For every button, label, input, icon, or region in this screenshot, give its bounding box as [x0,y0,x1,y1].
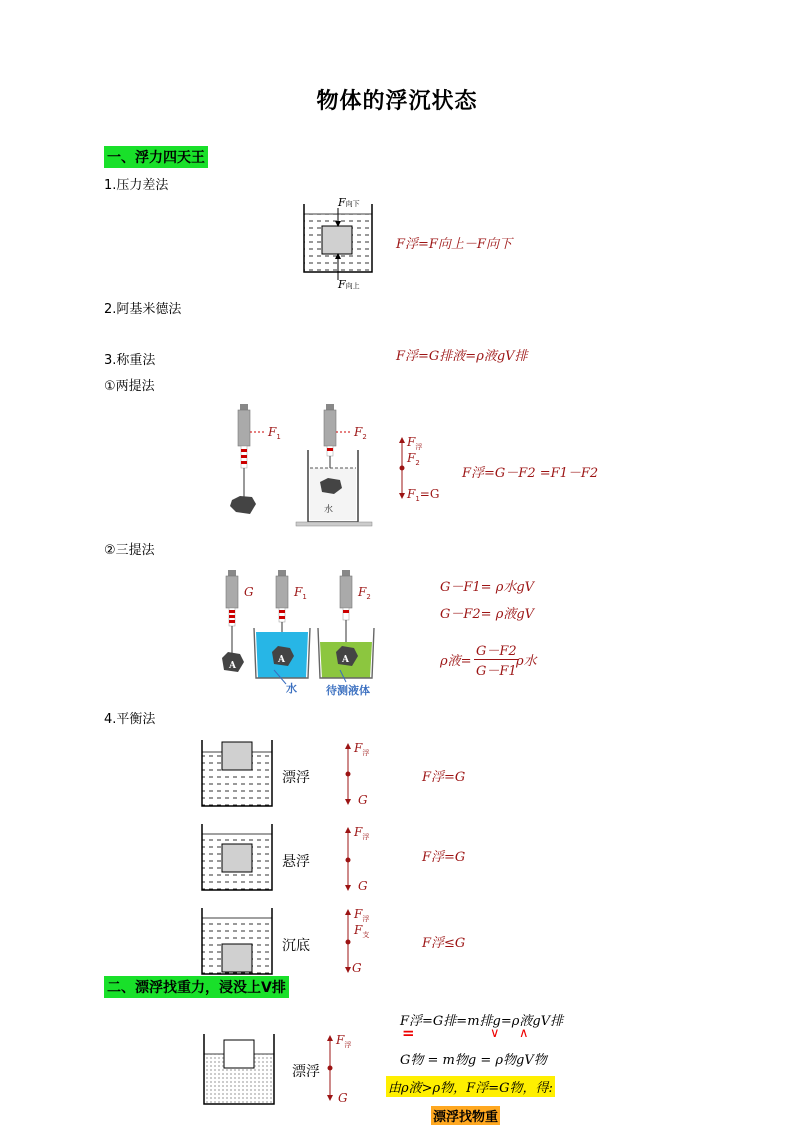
svg-text:F浮: $F_浮$ [336,1033,352,1049]
svg-text:F支: $F_支$ [354,923,370,939]
svg-text:F浮: $F_浮$ [407,435,423,451]
section2-line3: 由ρ液>ρ物，F浮=G物，得: [386,1076,555,1097]
section2-eq-mark: = [402,1024,415,1042]
section-heading-1: 一、浮力四天王 [104,146,208,168]
method-balance: 4.平衡法 [104,712,156,727]
svg-text:F1: $F_1$ [294,585,307,601]
svg-text:G: G [338,1091,348,1105]
svg-text:A: A [342,655,349,665]
water-label: 水 [324,505,334,515]
state-sink: 沉底 [282,938,310,954]
test-liquid-label: 待测液体 [326,684,370,697]
state-suspend: 悬浮 [282,854,310,870]
force-diagram-suspend [340,824,390,892]
page-title: 物体的浮沉状态 [316,89,478,114]
f2-label: $F_2$ [354,425,367,441]
section2-state-float: 漂浮 [292,1064,320,1080]
section2-line4: 漂浮找物重 [431,1106,500,1125]
section2-relation-1: ∨ [490,1026,500,1041]
section2-relation-2: ∧ [519,1026,529,1041]
section-heading-2: 二、漂浮找重力，浸没上V排 [104,976,289,998]
pressure-difference-diagram [300,196,390,292]
water-blue-label: 水 [286,682,297,695]
formula-archimedes: F浮=G排液=ρ液gV排 [396,349,528,364]
force-diagram-sink [340,906,390,974]
method-weighing: 3.称重法 [104,353,156,368]
formula-sink: F浮≤G [422,936,466,951]
section2-line1: F浮=G排=m排g=ρ液gV排 [400,1014,564,1029]
force-diagram-float [340,740,390,808]
method-three-lift: ②三提法 [104,543,155,558]
section2-float-diagram [202,1032,282,1108]
svg-text:G: G [352,961,362,975]
svg-text:F1=G: $F_1=G$ [407,487,440,503]
method-two-lift: ①两提法 [104,379,155,394]
svg-text:A: A [278,655,285,665]
formula-three-lift-3-lhs: ρ液= [440,654,472,669]
method-pressure-difference: 1.压力差法 [104,178,169,193]
svg-text:F浮: $F_浮$ [354,907,370,923]
formula-three-lift-1: G－F1= ρ水gV [440,580,535,595]
formula-float: F浮=G [422,770,466,785]
g-label: G [244,585,254,599]
method-archimedes: 2.阿基米德法 [104,302,182,317]
formula-three-lift-3-rhs: ρ水 [516,654,537,669]
section2-line2: G物 = m物g = ρ物gV物 [400,1053,547,1068]
float-container-diagram [200,738,280,810]
svg-text:F浮: $F_浮$ [354,825,370,841]
formula-suspend: F浮=G [422,850,466,865]
state-float: 漂浮 [282,770,310,786]
f1-label: $F_1$ [268,425,281,441]
svg-text:F2: $F_2$ [358,585,371,601]
f-up-label: F向上 [338,278,360,291]
three-lift-diagram [214,566,386,700]
formula-three-lift-3-denominator: G－F1 [476,664,517,679]
formula-two-lift: F浮=G－F2 =F1－F2 [462,466,599,481]
sink-container-diagram [200,906,280,978]
svg-text:G: G [358,879,368,893]
f-down-label: F向下 [338,196,360,209]
section2-force-diagram [322,1032,372,1104]
svg-text:A: A [229,661,236,671]
formula-pressure-difference: F浮=F向上－F向下 [396,237,512,252]
svg-text:G: G [358,793,368,807]
two-lift-diagram [220,400,380,530]
force-diagram-two-lift [396,432,446,504]
svg-text:F2: $F_2$ [407,451,420,467]
suspend-container-diagram [200,822,280,894]
svg-text:F浮: $F_浮$ [354,741,370,757]
formula-three-lift-2: G－F2= ρ液gV [440,607,535,622]
formula-three-lift-3-numerator: G－F2 [474,640,519,660]
